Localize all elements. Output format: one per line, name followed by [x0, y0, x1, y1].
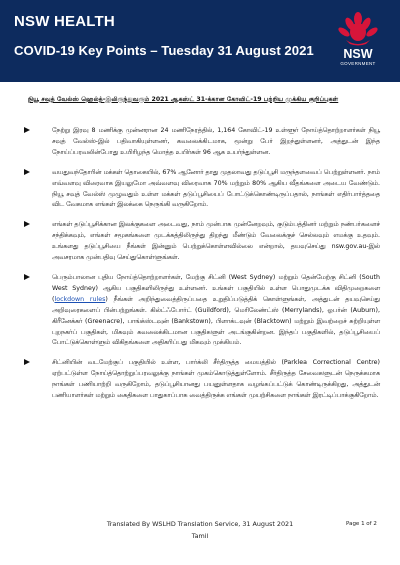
logo-tagline: GOVERNMENT — [340, 61, 376, 66]
header-title: NSW HEALTH — [14, 13, 115, 30]
logo-wordmark: NSW — [343, 47, 373, 61]
page-number: Page 1 of 2 — [346, 521, 377, 527]
point-text: எங்கள் தடுப்பூசிக்கான இலக்குகளை அடைவது, நாம் முன்பாக முன்னேறவும், குடும்பத்தினர் மற்றும் நண்பர்களைச் சந்திக்கவும், எங்கள் சமூகங்களை முடக்கத்திலிருந்து திறந்து மீண்டும் வேலைக்குச் செல்லவும் எமக்கு உதவும். உங்களது தடுப்பூசியை நீங்கள் இன்னும் பெற்றுக்கொள்ளவில்லை என்றால், தயவுசெய்து nsw.gov.au-இல் அவசரமாக முன்பதிவு செய்துகொள்ளுங்கள். — [52, 221, 380, 262]
waratah-flower-icon — [330, 10, 386, 48]
point-text: வயதுவந்தோரின் மக்கள் தொகையில், 67% ஆனோர் தாது முதலாவது தடுப்பூசி மருந்தளவைப் பெற்றுள்ளனர். நாம் எவ்வளவு விரைவாக இயலுமோ அவ்வளவு விரைவாக 70% மற்றும் 80% ஆகிய வீதங்களை அடைய வேண்டும். நியூ சவுத் வேல்ஸ் முழுவதும் உள்ள மக்கள் தடுப்பூசியைப் போட்டுக்கொண்டிருப்பதால், நாங்கள் எதிர்பார்த்ததை விட வேகமாக எங்கள் இலக்கை நெருங்கி வருகிறோம். — [52, 168, 380, 209]
triangle-bullet-icon — [24, 169, 30, 175]
point-text: நேற்று இரவு 8 மணிக்கு முன்னரான 24 மணிநேரத்தில், 1,164 கோவிட்-19 உள்ளூர் நோய்த்தொற்றாளர்கள் நியூ சவுத் வேல்ஸ்-இல் பதிவாகியுள்ளனர், கவலைக்கிடமாக, மூன்று பேர் இறந்துள்ளனர், அத்துடன் இந்த நோய்ப்பரவலின்போது உயிரிழந்த மொத்த உயிர்கள் 96 ஆக உயர்ந்துள்ளன. — [52, 127, 380, 156]
list-item — [24, 273, 380, 349]
point-text — [52, 273, 380, 349]
list-item — [24, 168, 380, 212]
triangle-bullet-icon — [24, 274, 30, 280]
list-item — [24, 358, 380, 402]
language-label: Tamil — [191, 532, 209, 540]
translation-credit: Translated By WSLHD Translation Service, 31 August 2021 — [106, 520, 294, 528]
lockdown-rules-link[interactable]: lockdown rules — [54, 295, 106, 303]
triangle-bullet-icon — [24, 127, 30, 133]
document-heading: நியூ சவுத் வேல்ஸ் ஹெல்த்-இலிருந்துவரும் 2021 ஆகஸ்ட் 31-க்கான கோவிட்-19 பற்றிய முக்கிய குறிப்புகள் — [28, 96, 339, 103]
point-text-after-link: ) நீங்கள் அறிந்துவைத்திருப்பதை உறுதிப்படுத்திக் கொள்ளுங்கள், அத்துடன் தயவுசெய்து அறிவுரைகளைப் பின்பற்றுங்கள். கில்ட்ஃபோர்ட் (Guildford), மெரிலேண்ட்ஸ் (Merrylands), ஓபர்ன் (Auburn), கிரீனேக்கர் (Greenacre), பாங்க்ஸ்டவுன் (Bankstown), பிளாக்டவுன் (Blacktown) மற்றும் இவற்றைச் சுற்றியுள்ள புறநகர்ப் பகுதிகள், மிகவும் கவலைக்கிடமான பகுதிகளுள் அடங்குகின்றன. இந்தப் பகுதிகளில், தடுப்பூசியைப் போட்டுக்கொள்ளும் விகிதங்களை அதிகரிப்பது மிகவும் முக்கியம். — [52, 295, 381, 347]
key-points-list — [24, 126, 380, 411]
triangle-bullet-icon — [24, 359, 30, 365]
point-text-before-link: பெரும்பாலான புதிய நோய்த்தொற்றாளர்கள், மேற்கு சிட்னி (West Sydney) மற்றும் தென்மேற்கு சிட்னி (South West Sydney) ஆகிய பகுதிகளிலிருந்து உள்ளனர். உங்கள் பகுதியில் உள்ள பொதுமுடக்க விதிமுறைகளை ( — [52, 273, 380, 303]
point-text: சிட்னியின் வடமேற்குப் பகுதியில் உள்ள, பார்க்லி சீர்திருத்த மையத்தில் (Parklea Correctional Centre) ஏற்பட்டுள்ள நோய்த்தொற்றுப்பரவலுக்கு நாங்கள் முகம்கொடுத்துள்ளோம். சீர்திருத்த சேவைகளுடன் நெருக்கமாக நாங்கள் பணியாற்றி வருகிறோம், தடுப்பூசியானது பயனுள்ளதாக வழங்கப்பட்டுக் கொண்டிருக்கிறது, அத்துடன் பணியாளர்கள் மற்றும் கைதிகளை பாதுகாப்பாக வைத்திருக்க எங்கள் முயற்சிகளை நாங்கள் இரட்டிப்பாக்குகிறோம். — [52, 359, 380, 400]
triangle-bullet-icon — [24, 221, 30, 227]
list-item — [24, 220, 380, 264]
nsw-government-logo — [330, 10, 386, 74]
list-item — [24, 126, 380, 159]
header-banner — [0, 0, 400, 82]
header-subtitle: COVID-19 Key Points – Tuesday 31 August 2021 — [14, 43, 314, 58]
